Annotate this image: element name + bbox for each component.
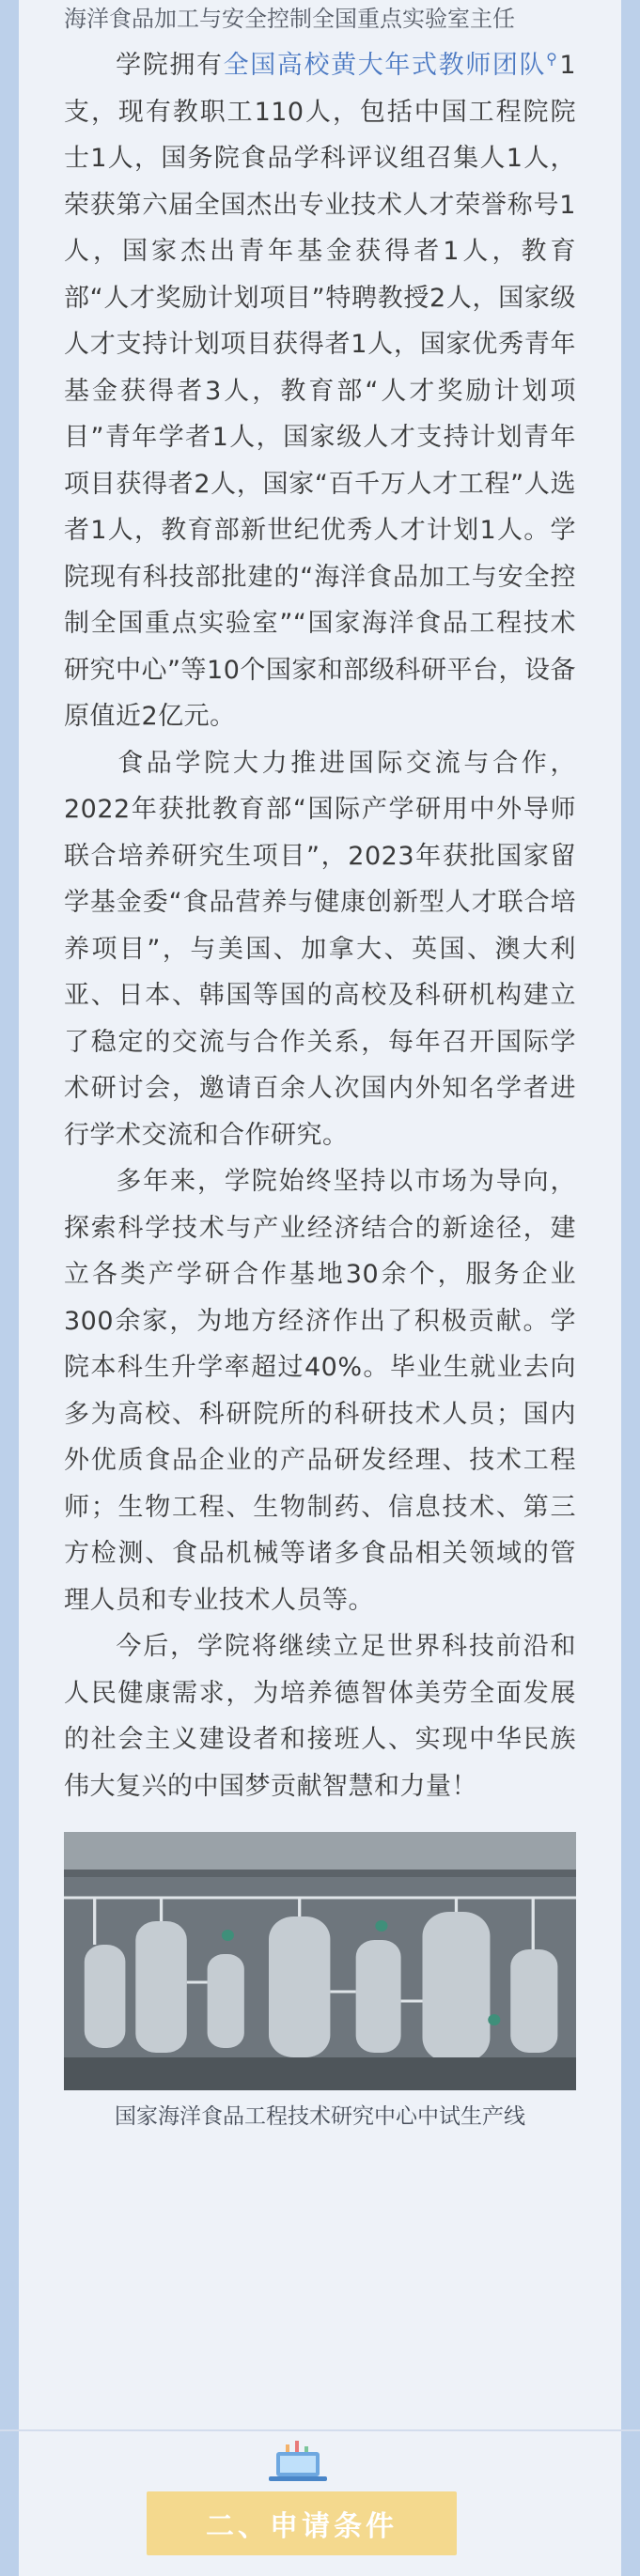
paragraph-future <box>64 1623 576 1809</box>
paragraph-faculty <box>64 36 576 740</box>
section-header-label: 二、申请条件 <box>206 2510 398 2543</box>
top-line-text: 海洋食品加工与安全控制全国重点实验室主任 <box>64 6 515 32</box>
section-header-application-requirements <box>147 2491 457 2555</box>
pilot-production-line-photo <box>64 1832 576 2090</box>
photo-caption: 国家海洋食品工程技术研究中心中试生产线 <box>115 2104 525 2129</box>
paragraph-future-text: 今后，学院将继续立足世界科技前沿和人民健康需求，为培养德智体美劳全面发展的社会主义建设者和接班人、实现中华民族伟大复兴的中国梦贡献智慧和力量！ <box>64 1632 576 1801</box>
article-body <box>64 0 576 2143</box>
left-border <box>0 0 19 2576</box>
paragraph-industry <box>64 1158 576 1623</box>
team-link[interactable]: 全国高校黄大年式教师团队 <box>223 51 547 80</box>
laptop-sparkle-icon <box>265 2439 331 2486</box>
paragraph-faculty-lead: 学院拥有 <box>115 51 224 80</box>
paragraph-international-text: 食品学院大力推进国际交流与合作，2022年获批教育部“国际产学研用中外导师联合培养研究生项目”，2023年获批国家留学基金委“食品营养与健康创新型人才联合培养项目”，与美国、加拿大、英国、澳大利亚、日本、韩国等国的高校及科研机构建立了稳定的交流与合作关系，每年召开国际学术研讨会，邀请百余人次国内外知名学者进行学术交流和合作研究。 <box>64 748 576 1150</box>
search-icon[interactable]: ⚲ <box>546 50 558 68</box>
production-line-illustration <box>64 1832 576 2090</box>
paragraph-faculty-rest: 1支，现有教职工110人，包括中国工程院院士1人，国务院食品学科评议组召集人1人，荣获第六届全国杰出专业技术人才荣誉称号1人，国家杰出青年基金获得者1人，教育部“人才奖励计划项目”特聘教授2人，国家级人才支持计划项目获得者1人，国家优秀青年基金获得者3人，教育部“人才奖励计划项目”青年学者1人，国家级人才支持计划青年项目获得者2人，国家“百千万人才工程”人选者1人，教育部新世纪优秀人才计划1人。学院现有科技部批建的“海洋食品加工与安全控制全国重点实验室”“国家海洋食品工程技术研究中心”等10个国家和部级科研平台，设备原值近2亿元。 <box>64 51 577 731</box>
right-border <box>621 0 640 2576</box>
article-card <box>19 0 621 2576</box>
section-divider <box>0 2429 640 2431</box>
paragraph-international <box>64 740 576 1159</box>
paragraph-industry-text: 多年来，学院始终坚持以市场为导向，探索科学技术与产业经济结合的新途径，建立各类产学研合作基地30余个，服务企业300余家，为地方经济作出了积极贡献。学院本科生升学率超过40%。毕业生就业去向多为高校、科研院所的科研技术人员；国内外优质食品企业的产品研发经理、技术工程师；生物工程、生物制药、信息技术、第三方检测、食品机械等诸多食品相关领域的管理人员和专业技术人员等。 <box>64 1167 576 1615</box>
